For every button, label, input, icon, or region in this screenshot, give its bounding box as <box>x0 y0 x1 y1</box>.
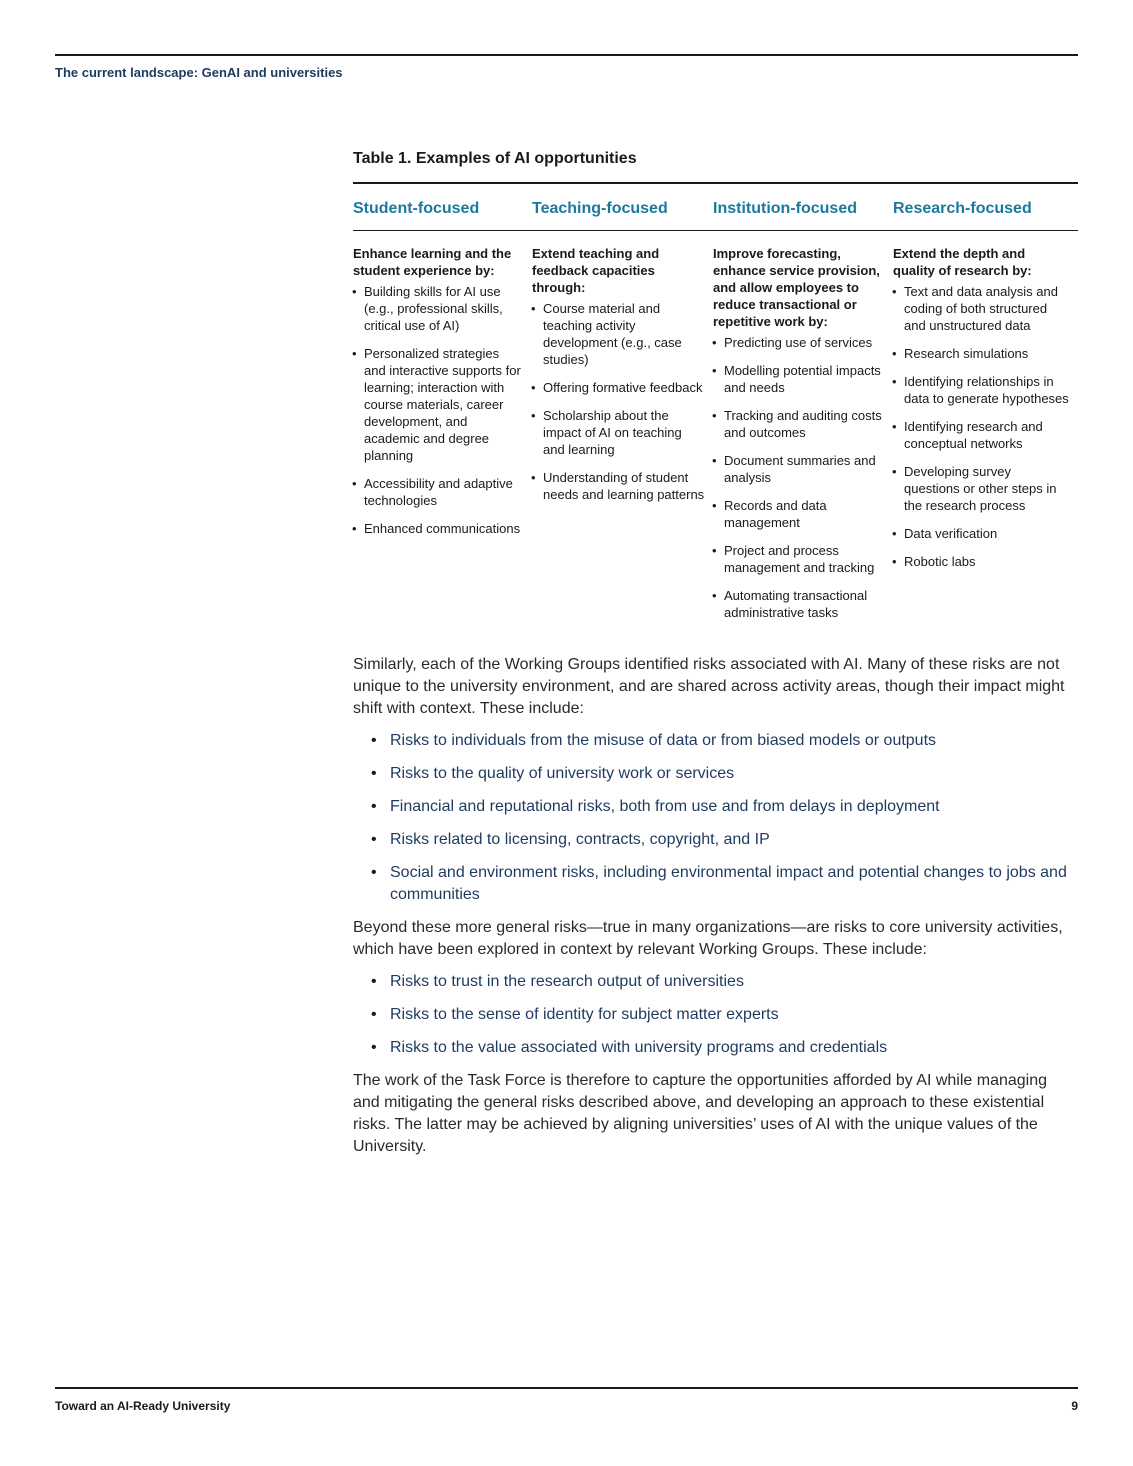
main-content <box>353 150 1078 1168</box>
core-risks-list <box>353 971 1078 1059</box>
list-item: • Document summaries and analysis <box>713 452 885 486</box>
table-header-row <box>353 184 1078 230</box>
table-caption: Table 1. Examples of AI opportunities <box>353 150 637 167</box>
list-item: • Tracking and auditing costs and outcomes <box>713 407 885 441</box>
column-research <box>893 231 1078 632</box>
list-item: • Course material and teaching activity development (e.g., case studies) <box>532 300 705 368</box>
bullet-list <box>893 283 1070 570</box>
list-item: • Modelling potential impacts and needs <box>713 362 885 396</box>
list-item: • Financial and reputational risks, both from use and from delays in deployment <box>353 796 1078 818</box>
general-risks-list <box>353 730 1078 906</box>
column-lead: Extend teaching and feedback capacities through: <box>532 246 660 295</box>
list-item: • Risks to individuals from the misuse of data or from biased models or outputs <box>353 730 1078 752</box>
page-number: 9 <box>1071 1399 1078 1413</box>
footer-doc-title: Toward an AI-Ready University <box>55 1399 231 1413</box>
list-item: • Risks to trust in the research output of universities <box>353 971 1078 993</box>
section-title: The current landscape: GenAI and universities <box>55 65 343 80</box>
list-item: • Developing survey questions or other steps in the research process <box>893 463 1070 514</box>
list-item: • Personalized strategies and interactive supports for learning; interaction with course materials, career development, and academic and degree planning <box>353 345 524 464</box>
list-item: • Understanding of student needs and learning patterns <box>532 469 705 503</box>
list-item: • Risks related to licensing, contracts, copyright, and IP <box>353 829 1078 851</box>
list-item: • Automating transactional administrative tasks <box>713 587 885 621</box>
list-item: • Offering formative feedback <box>532 379 705 396</box>
footer-rule <box>55 1387 1078 1389</box>
list-item: • Robotic labs <box>893 553 1070 570</box>
bullet-list <box>532 300 705 503</box>
beyond-paragraph: Beyond these more general risks—true in many organizations—are risks to core university activities, which have been explored in context by relevant Working Groups. These include: <box>353 919 1063 958</box>
conclusion-paragraph: The work of the Task Force is therefore to capture the opportunities afforded by AI while managing and mitigating the general risks described above, and developing an approach to these existential risks. The latter may be achieved by aligning universities’ uses of AI with the unique values of the University. <box>353 1072 1048 1155</box>
list-item: • Risks to the sense of identity for subject matter experts <box>353 1004 1078 1026</box>
list-item: • Risks to the value associated with university programs and credentials <box>353 1037 1078 1059</box>
list-item: • Social and environment risks, including environmental impact and potential changes to jobs and communities <box>353 862 1078 906</box>
bullet-list <box>353 283 524 537</box>
column-heading-institution: Institution-focused <box>713 200 857 217</box>
column-heading-research: Research-focused <box>893 200 1032 217</box>
bullet-list <box>713 334 885 621</box>
list-item: • Project and process management and tracking <box>713 542 885 576</box>
list-item: • Text and data analysis and coding of both structured and unstructured data <box>893 283 1070 334</box>
list-item: • Records and data management <box>713 497 885 531</box>
table-body-row <box>353 231 1078 632</box>
list-item: • Risks to the quality of university work or services <box>353 763 1078 785</box>
header-rule <box>55 54 1078 56</box>
list-item: • Enhanced communications <box>353 520 524 537</box>
column-heading-teaching: Teaching-focused <box>532 200 668 217</box>
list-item: • Predicting use of services <box>713 334 885 351</box>
column-teaching <box>532 231 713 632</box>
list-item: • Accessibility and adaptive technologies <box>353 475 524 509</box>
intro-paragraph: Similarly, each of the Working Groups identified risks associated with AI. Many of these risks are not unique to the university environment, and are shared across activity areas, though their impact might shift with context. These include: <box>353 656 1065 717</box>
list-item: • Identifying research and conceptual networks <box>893 418 1070 452</box>
column-lead: Extend the depth and quality of research by: <box>893 246 1032 278</box>
list-item: • Scholarship about the impact of AI on teaching and learning <box>532 407 705 458</box>
column-student <box>353 231 532 632</box>
list-item: • Research simulations <box>893 345 1070 362</box>
list-item: • Identifying relationships in data to generate hypotheses <box>893 373 1070 407</box>
column-institution <box>713 231 893 632</box>
column-heading-student: Student-focused <box>353 200 480 217</box>
list-item: • Building skills for AI use (e.g., professional skills, critical use of AI) <box>353 283 524 334</box>
list-item: • Data verification <box>893 525 1070 542</box>
column-lead: Improve forecasting, enhance service provision, and allow employees to reduce transactional or repetitive work by: <box>713 246 880 329</box>
column-lead: Enhance learning and the student experience by: <box>353 246 512 278</box>
